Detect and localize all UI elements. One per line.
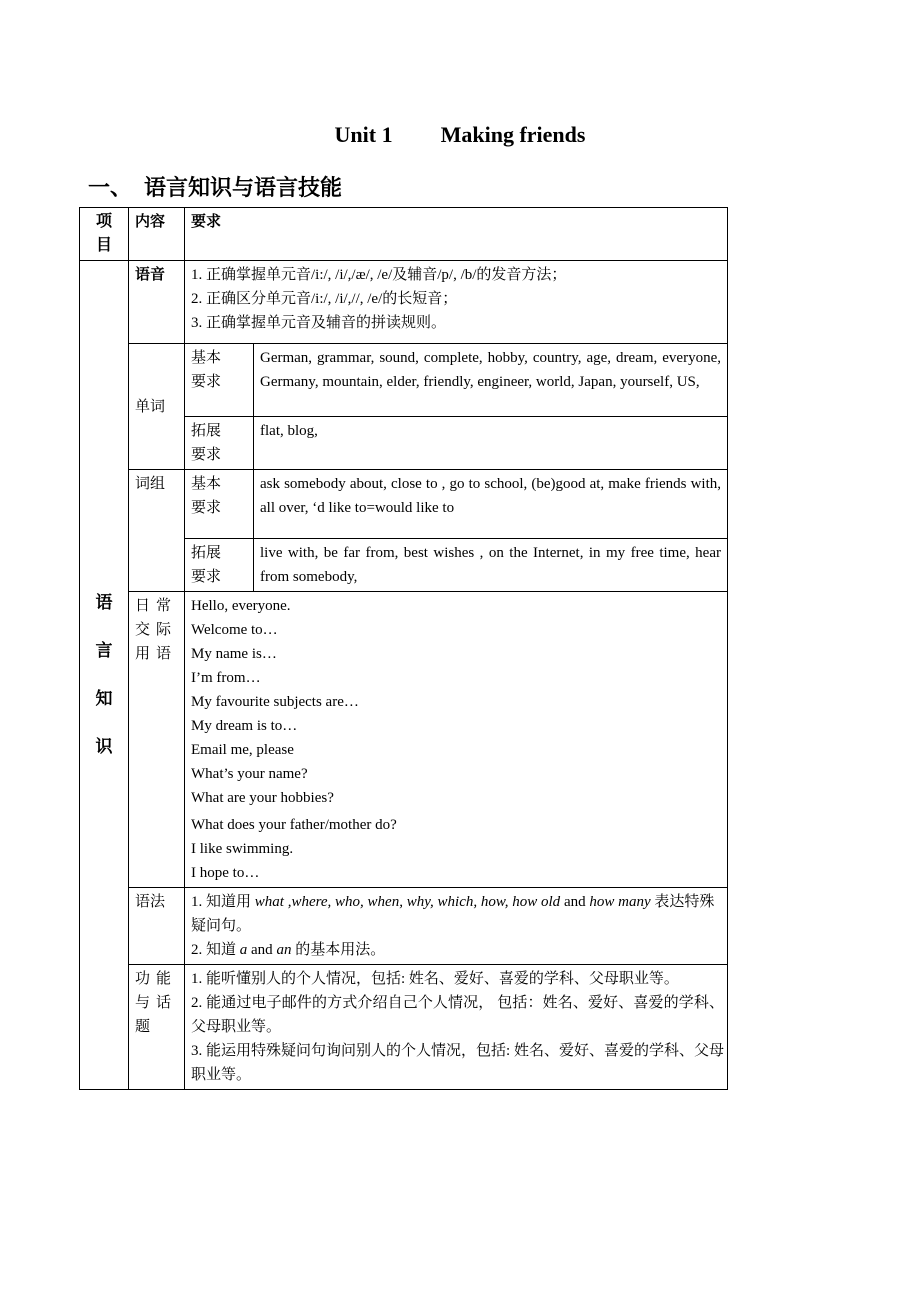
daily-expressions	[185, 592, 728, 888]
section-title: 语言知识与语言技能	[144, 175, 343, 200]
unit-name: Making friends	[440, 122, 586, 147]
category-language-knowledge: 语 言 知 识	[80, 261, 129, 1090]
daily-expressions-row	[80, 592, 728, 888]
function-line: 1. 能听懂别人的个人情况，包括: 姓名、爱好、喜爱的学科、父母职业等。	[191, 971, 679, 987]
words-basic-row	[80, 344, 728, 417]
pronunciation-requirements	[185, 261, 728, 344]
phrases-basic-row	[80, 470, 728, 539]
words-basic-list: German, grammar, sound, complete, hobby, country, age, dream, everyone, Germany, mountain, elder, friendly, engineer, world, Japan, yourself, US,	[254, 344, 728, 417]
pronunciation-line: 2. 正确区分单元音/i:/, /i/,//, /e/的长短音；	[191, 291, 458, 307]
expression-item: What are your hobbies?	[191, 790, 334, 806]
grammar-line-2: 2. 知道 a and an 的基本用法。	[191, 942, 386, 958]
phrases-basic-label: 基本 要求	[185, 470, 254, 539]
expression-item: I hope to…	[191, 865, 260, 881]
unit-number: Unit 1	[334, 122, 393, 147]
expression-item: I’m from…	[191, 670, 261, 686]
pronunciation-line: 3. 正确掌握单元音及辅音的拼读规则。	[191, 315, 447, 331]
expression-item: My name is…	[191, 646, 277, 662]
header-row	[80, 208, 728, 261]
function-line: 2. 能通过电子邮件的方式介绍自己个人情况， 包括：姓名、爱好、喜爱的学科、父母职业等。	[191, 995, 724, 1035]
expression-item: My dream is to…	[191, 718, 298, 734]
grammar-line-1: 1. 知道用 what ,where, who, when, why, which, how, how old and how many 表达特殊疑问句。	[191, 894, 715, 934]
function-line: 3. 能运用特殊疑问句询问别人的个人情况，包括: 姓名、爱好、喜爱的学科、父母职业等。	[191, 1043, 724, 1083]
expression-item: Email me, please	[191, 742, 294, 758]
expression-item: My favourite subjects are…	[191, 694, 359, 710]
words-extended-label: 拓展 要求	[185, 417, 254, 470]
expression-item: I like swimming.	[191, 841, 294, 857]
header-item: 项 目	[80, 208, 129, 261]
requirements-table	[79, 207, 728, 1090]
function-label: 功能 与话 题	[129, 965, 185, 1090]
function-topic-row	[80, 965, 728, 1090]
pronunciation-row	[80, 261, 728, 344]
words-label: 单词	[129, 344, 185, 470]
grammar-requirements	[185, 888, 728, 965]
phrases-extended-label: 拓展 要求	[185, 539, 254, 592]
words-basic-label: 基本 要求	[185, 344, 254, 417]
grammar-row	[80, 888, 728, 965]
phrases-label: 词组	[129, 470, 185, 592]
expression-item: What’s your name?	[191, 766, 308, 782]
document-title	[0, 122, 920, 148]
phrases-extended-list: live with, be far from, best wishes , on the Internet, in my free time, hear from somebody,	[254, 539, 728, 592]
phrases-basic-list: ask somebody about, close to , go to school, (be)good at, make friends with, all over, ‘d like to=would like to	[254, 470, 728, 539]
daily-label: 日常 交际 用语	[129, 592, 185, 888]
section-heading	[88, 171, 342, 202]
expression-item: Hello, everyone.	[191, 598, 291, 614]
function-requirements	[185, 965, 728, 1090]
pronunciation-line: 1. 正确掌握单元音/i:/, /i/,/æ/, /e/及辅音/p/, /b/的发音方法；	[191, 267, 567, 283]
header-content: 内容	[129, 208, 185, 261]
grammar-label: 语法	[129, 888, 185, 965]
header-requirement: 要求	[185, 208, 728, 261]
section-number: 一、	[88, 175, 133, 200]
pronunciation-label: 语音	[129, 261, 185, 344]
expression-item: What does your father/mother do?	[191, 817, 397, 833]
words-extended-list: flat, blog,	[254, 417, 728, 470]
expression-item: Welcome to…	[191, 622, 278, 638]
